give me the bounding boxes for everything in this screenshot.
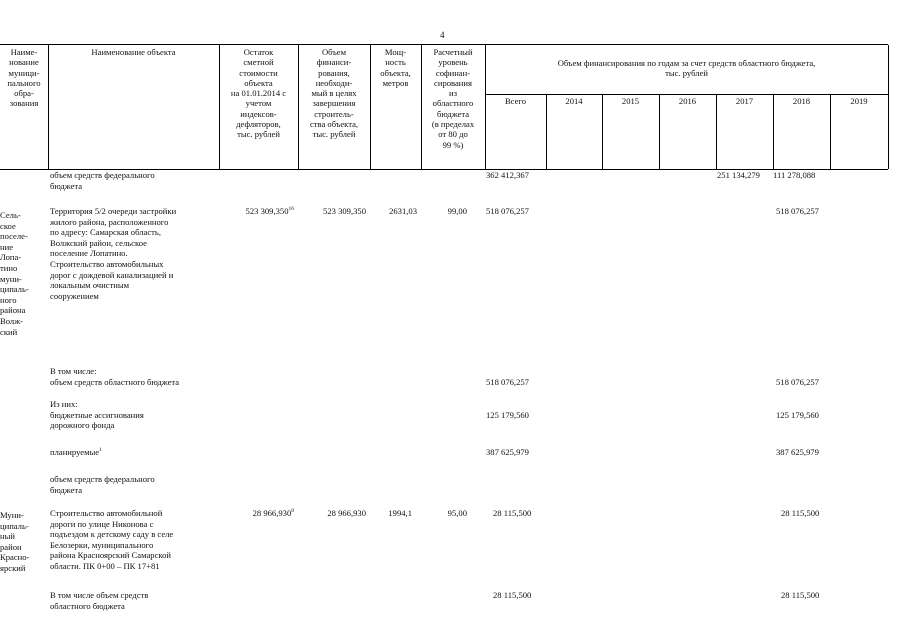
header-year-total: Всего [504,96,527,106]
row-cofinancing: 99,00 [447,206,467,216]
header-year-2016: 2016 [678,96,697,106]
header-capacity: Мощ- ность объекта, метров [380,47,411,88]
row-object-name: В том числе: объем средств областного бюджета [50,366,180,387]
row-total: 518 076,257 [486,377,529,387]
header-year-2014: 2014 [565,96,583,106]
row-2017: 251 134,279 [717,170,760,180]
row-object-name: Из них: бюджетные ассигнования дорожного фонда [50,399,144,431]
header-municipality: Наиме- нование муници- пального обра- зования [7,47,41,109]
page-number: 4 [440,30,445,40]
row-2018: 125 179,560 [776,410,819,420]
row-object-name: объем средств федерального бюджета [50,474,155,495]
row-total: 28 115,500 [493,508,532,518]
row-financing: 523 309,350 [323,206,366,216]
row-balance: 523 309,350$^{16}$ [245,206,294,216]
row-financing: 28 966,930 [327,508,366,518]
footnote-marker: 1 [99,447,102,454]
column-divider [888,45,889,169]
header-balance: Остаток сметной стоимости объекта на 01.01.2014 с учетом индексов- дефляторов, тыс. рублей [230,47,287,140]
row-2018: 518 076,257 [776,377,819,387]
row-2018: 387 625,979 [776,447,819,457]
row-total: 362 412,367 [486,170,529,180]
header-year-2019: 2019 [850,96,868,106]
row-total: 28 115,500 [493,590,532,600]
row-2018: 28 115,500 [781,508,820,518]
row-cofinancing: 95,00 [447,508,467,518]
row-balance: 28 966,930$^8$ [252,508,294,518]
header-object-name: Наименование объекта [91,47,176,57]
column-divider [48,45,49,169]
table-header [0,44,888,170]
row-object-name: планируемые$^1$ [50,447,102,457]
row-object-name: Строительство автомобильной дороги по улице Никонова с подъездом к детскому саду в селе Белозерки, муниципального района Красноярский Самарской области. ПК 0+00 – ПК 17+81 [50,508,174,571]
row-capacity: 1994,1 [388,508,412,518]
row-object-name: В том числе объем средств областного бюджета [50,590,149,611]
row-2018: 28 115,500 [781,590,820,600]
footnote-marker: 8 [291,508,294,515]
header-financing-needed: Объем финанси- рования, необходи- мый в целях завершения строитель- ства объекта, тыс. рублей [309,47,359,140]
row-2018: 518 076,257 [776,206,819,216]
header-year-2015: 2015 [621,96,640,106]
row-total: 125 179,560 [486,410,529,420]
row-capacity: 2631,03 [389,206,417,216]
row-total: 387 625,979 [486,447,529,457]
header-year-2018: 2018 [792,96,811,106]
row-total: 518 076,257 [486,206,529,216]
row-2018: 111 278,088 [773,170,816,180]
row-municipality: Муни- ципаль- ный район Красно- ярский [0,510,30,573]
footnote-marker: 16 [288,206,294,213]
header-cofinancing: Расчетный уровень софинан- сирования из областного бюджета (в пределах от 80 до 99 %) [431,47,475,150]
header-year-2017: 2017 [735,96,754,106]
row-municipality: Сель- ское поселе- ние Лопа- тино муни- ципаль- ного района Волж- ский [0,210,29,337]
row-object-name: Территория 5/2 очереди застройки жилого района, расположенного по адресу: Самарская область, Волжский район, сельское поселение Лопатино. Строительство автомобильных дорог с дождевой канализацией и локальным очистным сооружением [50,206,177,301]
row-object-name: объем средств федерального бюджета [50,170,155,191]
header-years-group: Объем финансирования по годам за счет средств областного бюджета, тыс. рублей [557,58,816,79]
